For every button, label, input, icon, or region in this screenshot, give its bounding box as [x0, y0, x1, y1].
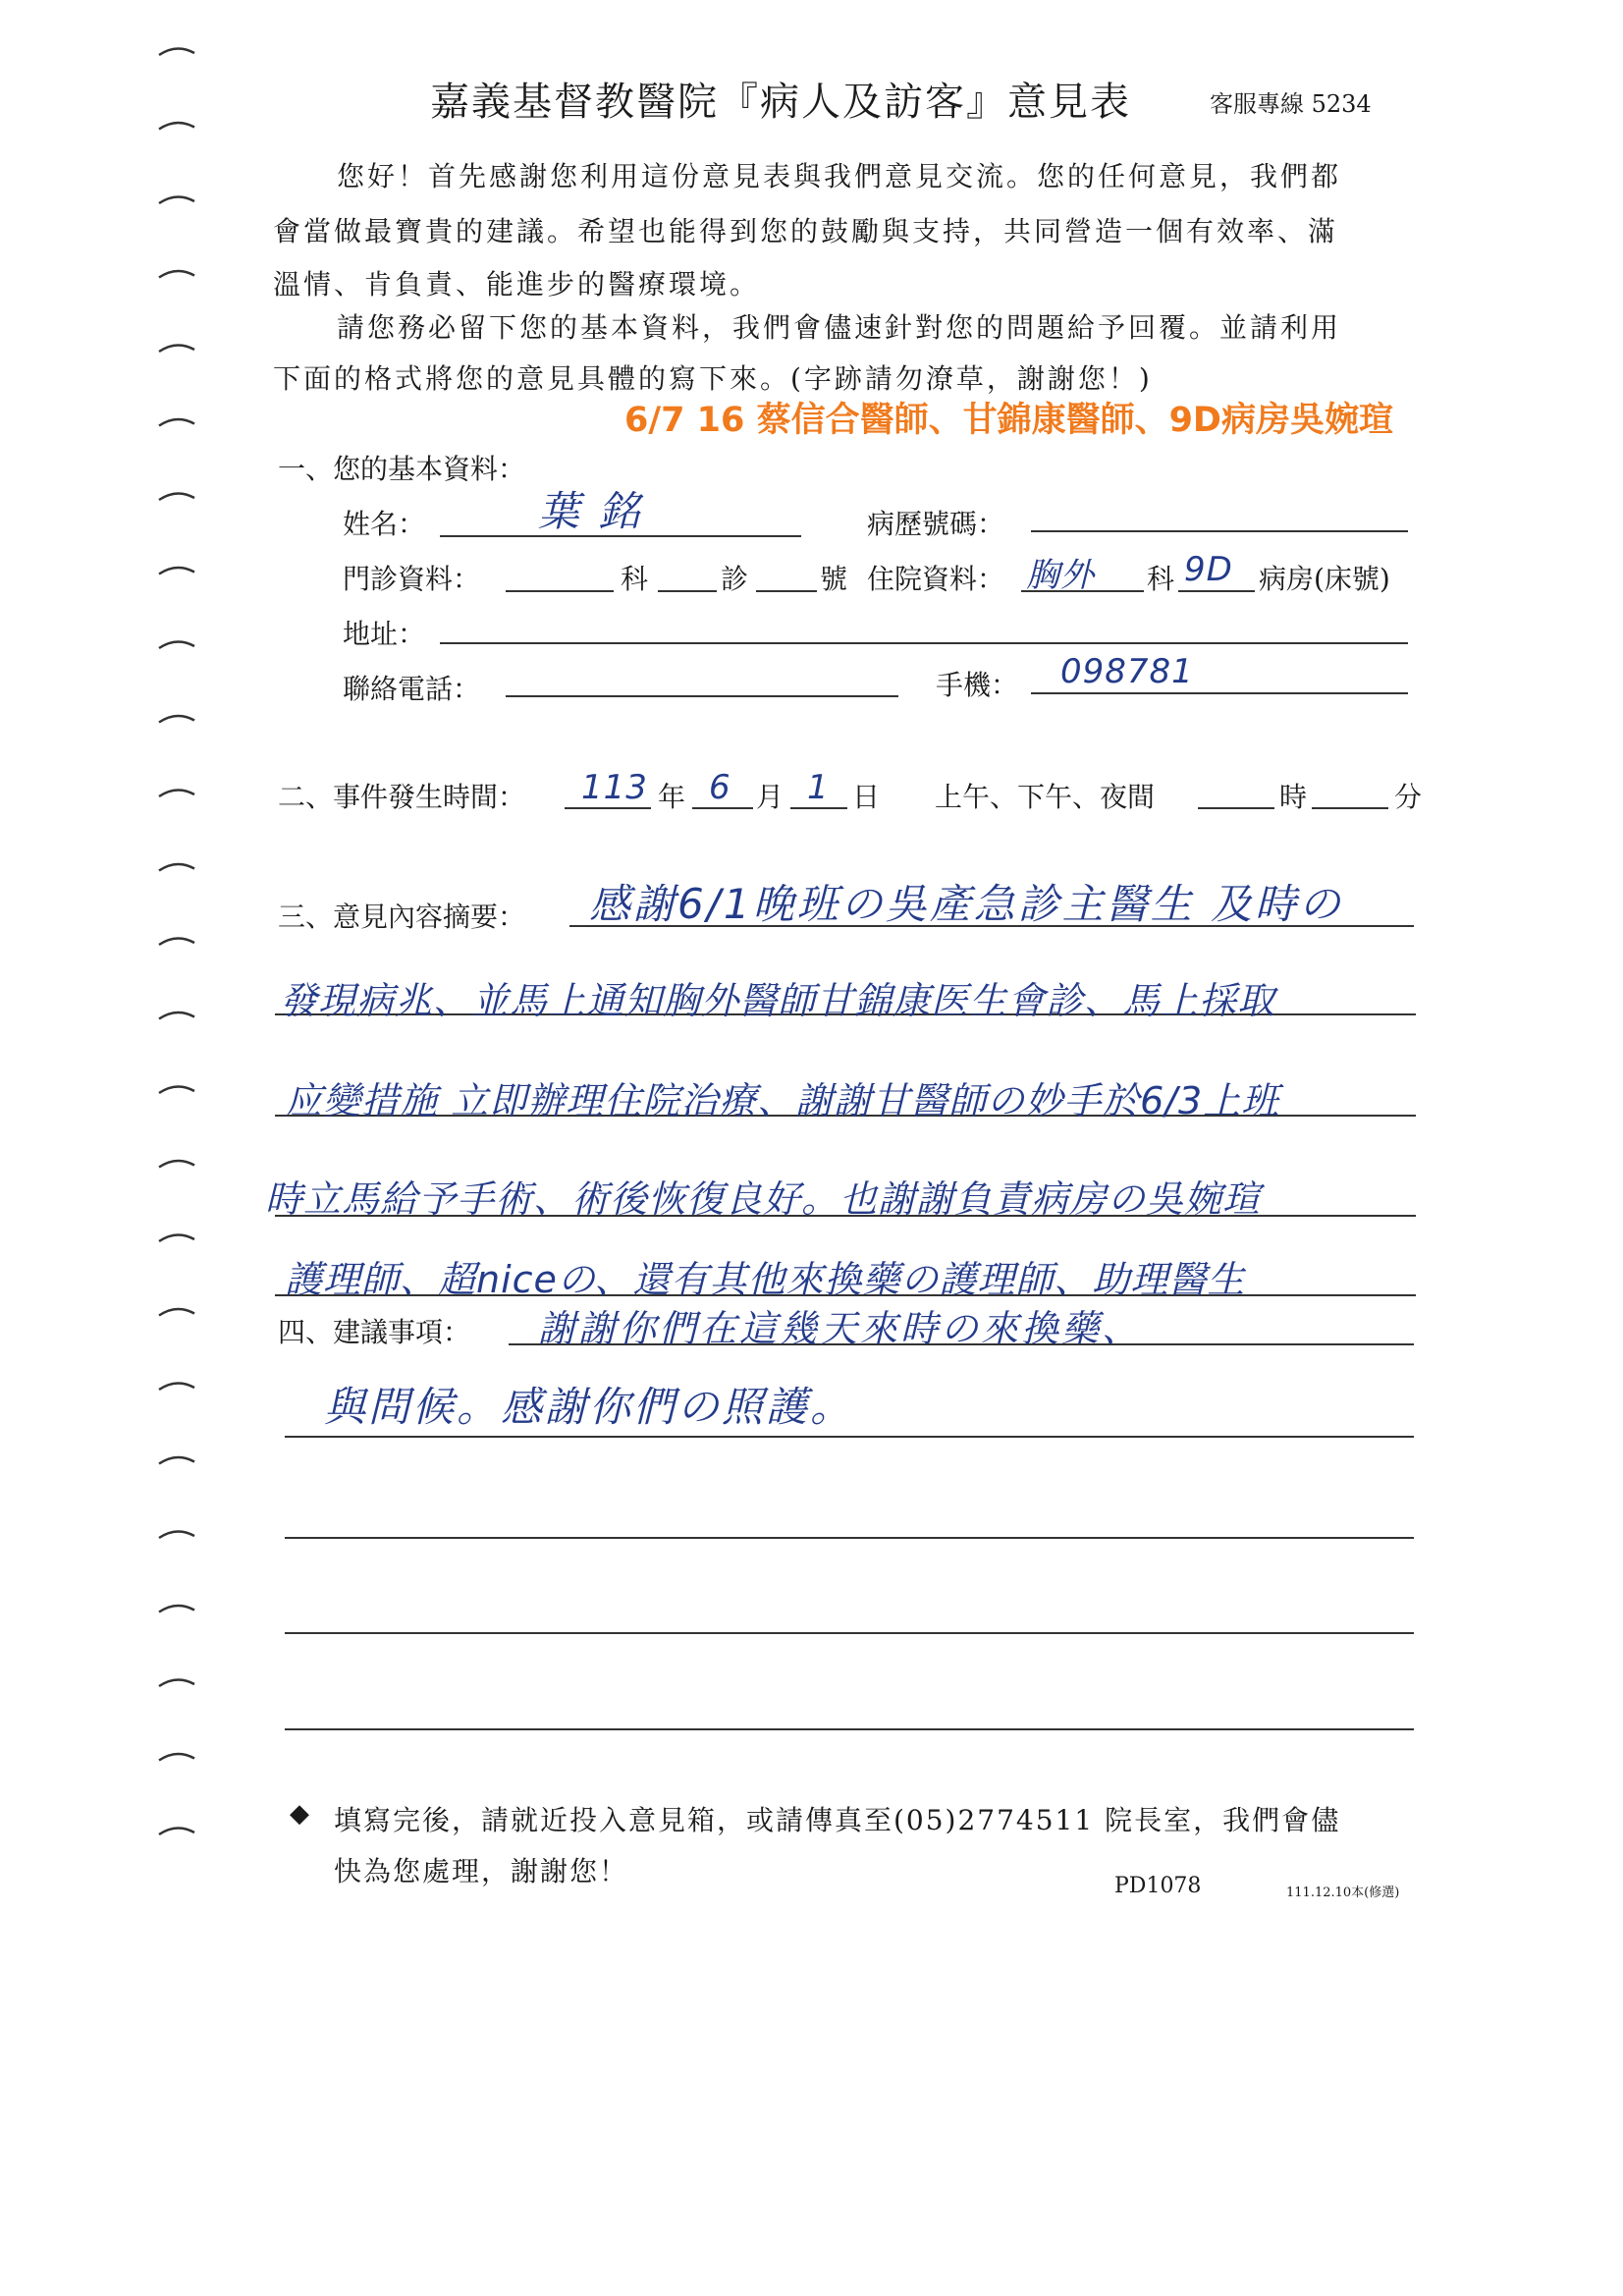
- binder-ring-arc: [159, 1828, 194, 1834]
- ward-bed-suffix: 病房(床號): [1259, 563, 1390, 595]
- binder-ring-arc: [159, 1679, 194, 1686]
- binder-ring-arc: [159, 1012, 194, 1019]
- section1-heading: 一、您的基本資料：: [278, 453, 526, 485]
- clinic-room-word: 診: [721, 563, 749, 595]
- form-revision: 111.12.10本(修選): [1286, 1886, 1400, 1900]
- binder-ring-arc: [159, 1086, 194, 1093]
- binder-ring-arc: [159, 1234, 194, 1241]
- inpatient-dept-value: 胸外: [1026, 556, 1095, 595]
- opinion-text-line-4: 時立馬給予手術、術後恢復良好。也謝謝負責病房の吳婉瑄: [265, 1177, 1262, 1221]
- mobile-value: 098781: [1060, 652, 1194, 691]
- name-value: 葉 銘: [538, 487, 643, 535]
- mobile-field-line[interactable]: [1031, 692, 1408, 694]
- ward-value: 9D: [1184, 550, 1233, 589]
- year-value: 113: [581, 768, 648, 807]
- binder-ring-arc: [159, 864, 194, 871]
- footer-bullet-icon: ◆: [290, 1799, 311, 1829]
- binder-ring-arc: [159, 1531, 194, 1538]
- hour-field-line[interactable]: [1198, 807, 1274, 809]
- binder-ring-arc: [159, 641, 194, 648]
- address-field-line[interactable]: [440, 642, 1408, 644]
- month-value: 6: [709, 768, 731, 807]
- chart-number-label: 病歷號碼：: [867, 508, 1005, 540]
- binder-ring-arc: [159, 938, 194, 945]
- phone-field-line[interactable]: [506, 695, 898, 697]
- year-word: 年: [658, 781, 686, 813]
- intro-p1-line1: 您好！首先感謝您利用這份意見表與我們意見交流。您的任何意見，我們都: [337, 160, 1342, 192]
- section4-heading: 四、建議事項：: [278, 1316, 471, 1348]
- form-title: 嘉義基督教醫院『病人及訪客』意見表: [430, 80, 1131, 125]
- clinic-dept-field-line[interactable]: [506, 590, 614, 592]
- binder-ring-arc: [159, 123, 194, 130]
- name-label: 姓名：: [343, 508, 426, 540]
- time-period-options: 上午、下午、夜間: [935, 781, 1156, 813]
- month-word: 月: [756, 781, 784, 813]
- suggestion-line-2[interactable]: [285, 1436, 1414, 1438]
- intro-p1-line2: 會當做最寶貴的建議。希望也能得到您的鼓勵與支持，共同營造一個有效率、滿: [273, 215, 1339, 247]
- mobile-label: 手機：: [936, 669, 1019, 701]
- chart-number-field-line[interactable]: [1031, 530, 1408, 532]
- clinic-dept-word: 科: [621, 563, 649, 595]
- binder-ring-arc: [159, 196, 194, 203]
- service-hotline: 客服專線 5234: [1210, 90, 1372, 118]
- section3-heading: 三、意見內容摘要：: [278, 901, 526, 933]
- suggestion-line-3[interactable]: [285, 1537, 1414, 1539]
- intro-p2-line2: 下面的格式將您的意見具體的寫下來。(字跡請勿潦草，謝謝您！): [273, 362, 1153, 395]
- section2-heading: 二、事件發生時間：: [278, 781, 526, 813]
- suggestion-text-line-2: 與問候。感謝你們の照護。: [324, 1383, 855, 1431]
- day-field-line[interactable]: [790, 807, 847, 809]
- day-word: 日: [852, 781, 881, 813]
- binder-ring-arc: [159, 419, 194, 426]
- hour-word: 時: [1279, 781, 1308, 813]
- inpatient-label: 住院資料：: [867, 563, 1005, 595]
- binder-ring-marks: [0, 0, 236, 1915]
- binder-ring-arc: [159, 493, 194, 500]
- binder-ring-arc: [159, 716, 194, 723]
- minute-field-line[interactable]: [1312, 807, 1388, 809]
- address-label: 地址：: [343, 618, 426, 650]
- form-code: PD1078: [1114, 1874, 1202, 1898]
- month-field-line[interactable]: [692, 807, 753, 809]
- opinion-text-line-5: 護理師、超niceの、還有其他來換藥の護理師、助理醫生: [285, 1258, 1246, 1301]
- binder-ring-arc: [159, 568, 194, 574]
- binder-ring-arc: [159, 271, 194, 278]
- footer-instruction-line1: 填寫完後，請就近投入意見箱，或請傳真至(05)2774511 院長室，我們會儘: [334, 1804, 1341, 1836]
- clinic-label: 門診資料：: [343, 563, 481, 595]
- inpatient-dept-word: 科: [1147, 563, 1175, 595]
- intro-p2-line1: 請您務必留下您的基本資料，我們會儘速針對您的問題給予回覆。並請利用: [337, 311, 1342, 344]
- clinic-number-field-line[interactable]: [756, 590, 817, 592]
- opinion-text-line-1: 感謝6/1晚班の吳產急診主醫生 及時の: [589, 880, 1343, 928]
- phone-label: 聯絡電話：: [343, 673, 481, 705]
- opinion-text-line-2: 發現病兆、並馬上通知胸外醫師甘錦康医生會診、馬上採取: [280, 979, 1276, 1022]
- day-value: 1: [807, 768, 830, 807]
- clinic-room-field-line[interactable]: [658, 590, 717, 592]
- binder-ring-arc: [159, 790, 194, 796]
- binder-ring-arc: [159, 1383, 194, 1390]
- binder-ring-arc: [159, 48, 194, 55]
- intro-p1-line3: 溫情、肯負責、能進步的醫療環境。: [273, 268, 761, 301]
- binder-ring-arc: [159, 1161, 194, 1168]
- binder-ring-arc: [159, 1309, 194, 1316]
- binder-ring-arc: [159, 1754, 194, 1761]
- binder-ring-arc: [159, 1606, 194, 1613]
- binder-holes: [0, 0, 236, 1915]
- minute-word: 分: [1394, 781, 1423, 813]
- suggestion-text-line-1: 謝謝你們在這幾天來時の來換藥、: [538, 1307, 1143, 1350]
- footer-instruction-line2: 快為您處理，謝謝您！: [334, 1855, 629, 1887]
- binder-ring-arc: [159, 345, 194, 352]
- clinic-number-word: 號: [820, 563, 848, 595]
- suggestion-line-4[interactable]: [285, 1632, 1414, 1634]
- suggestion-line-5[interactable]: [285, 1728, 1414, 1730]
- binder-ring-arc: [159, 1457, 194, 1464]
- opinion-text-line-3: 应變措施 立即辦理住院治療、謝謝甘醫師の妙手於6/3上班: [285, 1079, 1280, 1122]
- staff-annotation: 6/7 16 蔡信合醫師、甘錦康醫師、9D病房吳婉瑄: [624, 401, 1393, 440]
- ward-field-line[interactable]: [1178, 590, 1255, 592]
- year-field-line[interactable]: [565, 807, 651, 809]
